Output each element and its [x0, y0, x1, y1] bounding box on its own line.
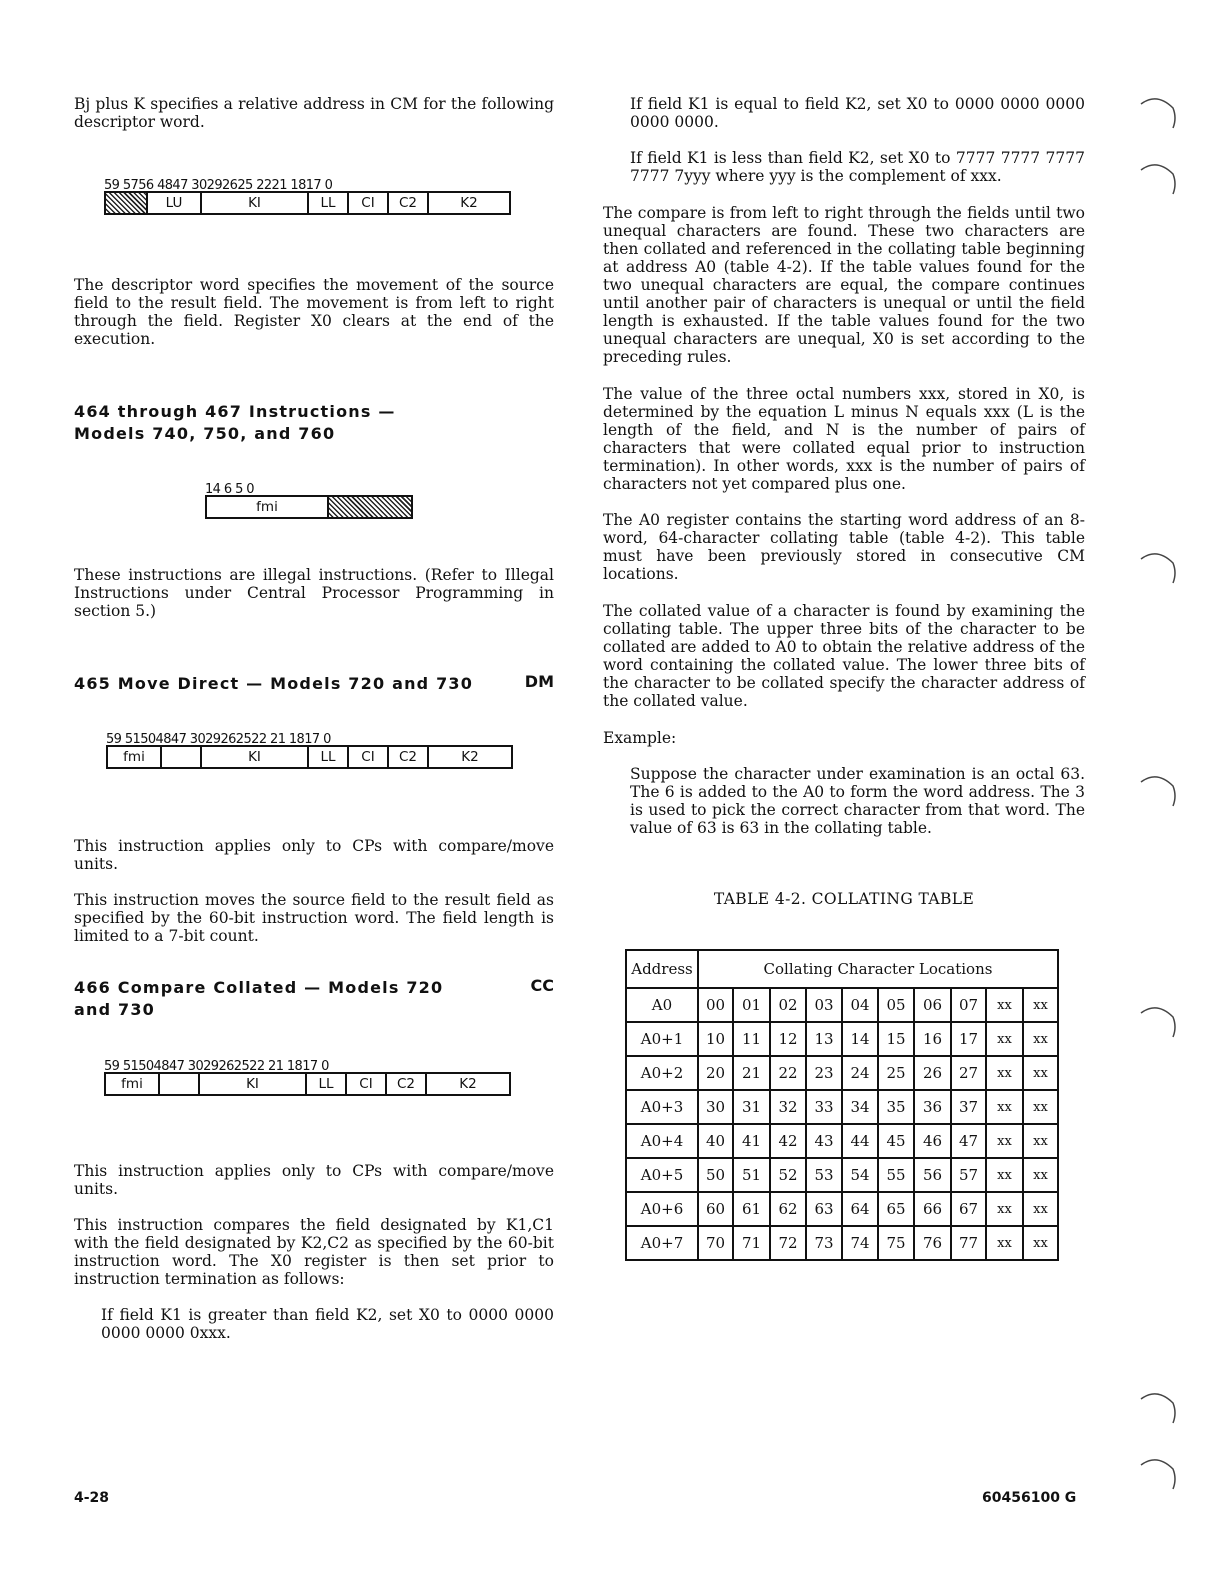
table-row	[626, 1124, 1058, 1158]
margin-mark	[1133, 770, 1183, 810]
table-row	[626, 1192, 1058, 1226]
field-k1: KI	[200, 1074, 307, 1094]
illegal-paragraph: These instructions are illegal instructions. (Refer to Illegal Instructions under Central Processor Programming in section 5.)	[74, 566, 554, 620]
address-cell: A0+7	[626, 1226, 698, 1260]
location-cell: xx	[986, 1226, 1023, 1260]
section-464-heading: 464 through 467 Instructions — Models 740, 750, and 760	[74, 402, 396, 443]
descriptor-paragraph: The descriptor word specifies the movement of the source field to the result field. The movement is from left to right through the field. Register X0 clears at the end of the execution.	[74, 276, 554, 348]
descriptor-word-format	[104, 177, 544, 227]
location-cell: 74	[842, 1226, 878, 1260]
locations-header: Collating Character Locations	[698, 950, 1058, 988]
location-cell: 06	[914, 988, 951, 1022]
location-cell: xx	[986, 988, 1023, 1022]
field-lu: LU	[148, 193, 202, 213]
bit-positions: 59 51504847 3029262522 21 1817 0	[106, 732, 331, 747]
margin-mark	[1133, 158, 1183, 198]
location-cell: 57	[951, 1158, 986, 1192]
bit-positions: 59 51504847 3029262522 21 1817 0	[104, 1059, 329, 1074]
location-cell: xx	[986, 1090, 1023, 1124]
location-cell: 66	[914, 1192, 951, 1226]
location-cell: 00	[698, 988, 733, 1022]
location-cell: xx	[986, 1124, 1023, 1158]
field-fmi: fmi	[108, 747, 162, 767]
field-c1: CI	[349, 747, 389, 767]
location-cell: 02	[770, 988, 806, 1022]
page-number: 4-28	[74, 1490, 110, 1506]
field-ll: LL	[309, 193, 349, 213]
field-boxes	[104, 191, 511, 215]
location-cell: 35	[878, 1090, 914, 1124]
location-cell: 72	[770, 1226, 806, 1260]
location-cell: xx	[986, 1158, 1023, 1192]
margin-mark	[1133, 547, 1183, 587]
location-cell: xx	[986, 1056, 1023, 1090]
applies-paragraph-466: This instruction applies only to CPs with compare/move units.	[74, 1162, 554, 1198]
field-fmi: fmi	[207, 497, 329, 517]
location-cell: 07	[951, 988, 986, 1022]
location-cell: 76	[914, 1226, 951, 1260]
table-row	[626, 1022, 1058, 1056]
location-cell: 10	[698, 1022, 733, 1056]
table-row	[626, 1056, 1058, 1090]
unused-field	[329, 497, 411, 517]
location-cell: xx	[1023, 1022, 1058, 1056]
less-rule: If field K1 is less than field K2, set X0 to 7777 7777 7777 7777 7yyy where yyy is the complement of xxx.	[630, 149, 1085, 185]
location-cell: 31	[733, 1090, 770, 1124]
location-cell: 55	[878, 1158, 914, 1192]
location-cell: 24	[842, 1056, 878, 1090]
location-cell: 37	[951, 1090, 986, 1124]
mnemonic-dm: DM	[524, 672, 554, 691]
location-cell: 33	[806, 1090, 842, 1124]
collating-table	[625, 949, 1059, 1261]
address-cell: A0+3	[626, 1090, 698, 1124]
document-number: 60456100 G	[982, 1490, 1077, 1506]
location-cell: 34	[842, 1090, 878, 1124]
field-blank	[160, 1074, 200, 1094]
location-cell: 51	[733, 1158, 770, 1192]
location-cell: 75	[878, 1226, 914, 1260]
mnemonic-cc: CC	[530, 976, 554, 995]
location-cell: 17	[951, 1022, 986, 1056]
format-464	[205, 481, 415, 531]
location-cell: 73	[806, 1226, 842, 1260]
location-cell: xx	[1023, 1158, 1058, 1192]
location-cell: xx	[986, 1192, 1023, 1226]
location-cell: 45	[878, 1124, 914, 1158]
margin-mark	[1133, 1453, 1183, 1493]
location-cell: 53	[806, 1158, 842, 1192]
example-paragraph: Suppose the character under examination is an octal 63. The 6 is added to the A0 to form the word address. The 3 is used to pick the correct character from that word. The value of 63 is 63 in the collating table.	[630, 765, 1085, 837]
location-cell: 27	[951, 1056, 986, 1090]
field-blank	[162, 747, 202, 767]
margin-mark	[1133, 1001, 1183, 1041]
location-cell: 05	[878, 988, 914, 1022]
field-ll: LL	[307, 1074, 347, 1094]
field-c2: C2	[387, 1074, 427, 1094]
address-cell: A0+6	[626, 1192, 698, 1226]
location-cell: 56	[914, 1158, 951, 1192]
address-cell: A0+5	[626, 1158, 698, 1192]
field-k1: KI	[202, 747, 309, 767]
location-cell: 52	[770, 1158, 806, 1192]
compare-paragraph: This instruction compares the field designated by K1,C1 with the field designated by K2,C2 as specified by the 60-bit instruction word. The X0 register is then set prior to instruction termination as follows:	[74, 1216, 554, 1288]
location-cell: 63	[806, 1192, 842, 1226]
location-cell: 26	[914, 1056, 951, 1090]
location-cell: 44	[842, 1124, 878, 1158]
location-cell: 21	[733, 1056, 770, 1090]
table-row	[626, 1090, 1058, 1124]
address-header: Address	[626, 950, 698, 988]
format-465	[106, 731, 546, 781]
compare-order-paragraph: The compare is from left to right through the fields until two unequal characters are found. These two characters are then collated and referenced in the collating table beginning at address A0 (table 4-2). If the table values found for the two unequal characters are equal, the compare continues until another pair of characters is unequal or until the field length is exhausted. If the table values found for the two unequal characters are unequal, X0 is set according to the preceding rules.	[603, 204, 1085, 366]
field-c1: CI	[347, 1074, 387, 1094]
margin-mark	[1133, 1387, 1183, 1427]
location-cell: 54	[842, 1158, 878, 1192]
location-cell: 64	[842, 1192, 878, 1226]
applies-paragraph-465: This instruction applies only to CPs with compare/move units.	[74, 837, 554, 873]
location-cell: 11	[733, 1022, 770, 1056]
field-c1: CI	[349, 193, 389, 213]
unused-field	[106, 193, 148, 213]
location-cell: 61	[733, 1192, 770, 1226]
address-cell: A0+1	[626, 1022, 698, 1056]
location-cell: 30	[698, 1090, 733, 1124]
location-cell: 40	[698, 1124, 733, 1158]
location-cell: 60	[698, 1192, 733, 1226]
location-cell: 46	[914, 1124, 951, 1158]
location-cell: xx	[986, 1022, 1023, 1056]
location-cell: 62	[770, 1192, 806, 1226]
location-cell: 15	[878, 1022, 914, 1056]
move-paragraph: This instruction moves the source field to the result field as specified by the 60-bit instruction word. The field length is limited to a 7-bit count.	[74, 891, 554, 945]
format-466	[104, 1058, 544, 1108]
table-row	[626, 1158, 1058, 1192]
location-cell: 41	[733, 1124, 770, 1158]
location-cell: 01	[733, 988, 770, 1022]
location-cell: 12	[770, 1022, 806, 1056]
field-boxes	[205, 495, 413, 519]
field-k2: K2	[461, 749, 479, 765]
location-cell: 47	[951, 1124, 986, 1158]
location-cell: xx	[1023, 1056, 1058, 1090]
location-cell: 32	[770, 1090, 806, 1124]
location-cell: 42	[770, 1124, 806, 1158]
bit-positions: 14 6 5 0	[205, 482, 254, 497]
section-466-heading: 466 Compare Collated — Models 720 and 730 CC	[74, 976, 554, 1019]
location-cell: 03	[806, 988, 842, 1022]
field-boxes	[104, 1072, 511, 1096]
location-cell: xx	[1023, 1192, 1058, 1226]
field-boxes	[106, 745, 513, 769]
location-cell: 65	[878, 1192, 914, 1226]
location-cell: 43	[806, 1124, 842, 1158]
field-c2: C2	[389, 193, 429, 213]
location-cell: xx	[1023, 1226, 1058, 1260]
location-cell: 14	[842, 1022, 878, 1056]
field-k2: K2	[460, 195, 478, 211]
address-cell: A0	[626, 988, 698, 1022]
field-k2: K2	[459, 1076, 477, 1092]
intro-paragraph: Bj plus K specifies a relative address in CM for the following descriptor word.	[74, 95, 554, 131]
address-cell: A0+4	[626, 1124, 698, 1158]
location-cell: 23	[806, 1056, 842, 1090]
table-row	[626, 1226, 1058, 1260]
location-cell: 13	[806, 1022, 842, 1056]
equal-rule: If field K1 is equal to field K2, set X0 to 0000 0000 0000 0000 0000.	[630, 95, 1085, 131]
location-cell: xx	[1023, 1124, 1058, 1158]
location-cell: 36	[914, 1090, 951, 1124]
greater-rule: If field K1 is greater than field K2, set X0 to 0000 0000 0000 0000 0xxx.	[101, 1306, 554, 1342]
field-fmi: fmi	[106, 1074, 160, 1094]
location-cell: 25	[878, 1056, 914, 1090]
table-caption: TABLE 4-2. COLLATING TABLE	[713, 890, 975, 908]
location-cell: 20	[698, 1056, 733, 1090]
location-cell: 67	[951, 1192, 986, 1226]
field-ll: LL	[309, 747, 349, 767]
table-row	[626, 988, 1058, 1022]
location-cell: 04	[842, 988, 878, 1022]
location-cell: xx	[1023, 988, 1058, 1022]
bit-positions: 59 5756 4847 30292625 2221 1817 0	[104, 178, 333, 193]
location-cell: 77	[951, 1226, 986, 1260]
field-c2: C2	[389, 747, 429, 767]
location-cell: 22	[770, 1056, 806, 1090]
location-cell: 71	[733, 1226, 770, 1260]
location-cell: 70	[698, 1226, 733, 1260]
table-header-row	[626, 950, 1058, 988]
address-cell: A0+2	[626, 1056, 698, 1090]
margin-mark	[1133, 92, 1183, 132]
location-cell: 16	[914, 1022, 951, 1056]
a0-paragraph: The A0 register contains the starting word address of an 8-word, 64-character collating table (table 4-2). This table must have been previously stored in consecutive CM locations.	[603, 511, 1085, 583]
field-k1: KI	[202, 193, 309, 213]
location-cell: xx	[1023, 1090, 1058, 1124]
value-paragraph: The value of the three octal numbers xxx, stored in X0, is determined by the equation L minus N equals xxx (L is the length of the field, and N is the number of pairs of characters that were collated equal prior to instruction termination). In other words, xxx is the number of pairs of characters not yet compared plus one.	[603, 385, 1085, 493]
collated-value-paragraph: The collated value of a character is found by examining the collating table. The upper three bits of the character to be collated are added to A0 to obtain the relative address of the word containing the collated value. The lower three bits of the character to be collated specify the character address of the collated value.	[603, 602, 1085, 710]
location-cell: 50	[698, 1158, 733, 1192]
example-label: Example:	[603, 729, 677, 747]
section-465-heading: 465 Move Direct — Models 720 and 730 DM	[74, 672, 554, 693]
